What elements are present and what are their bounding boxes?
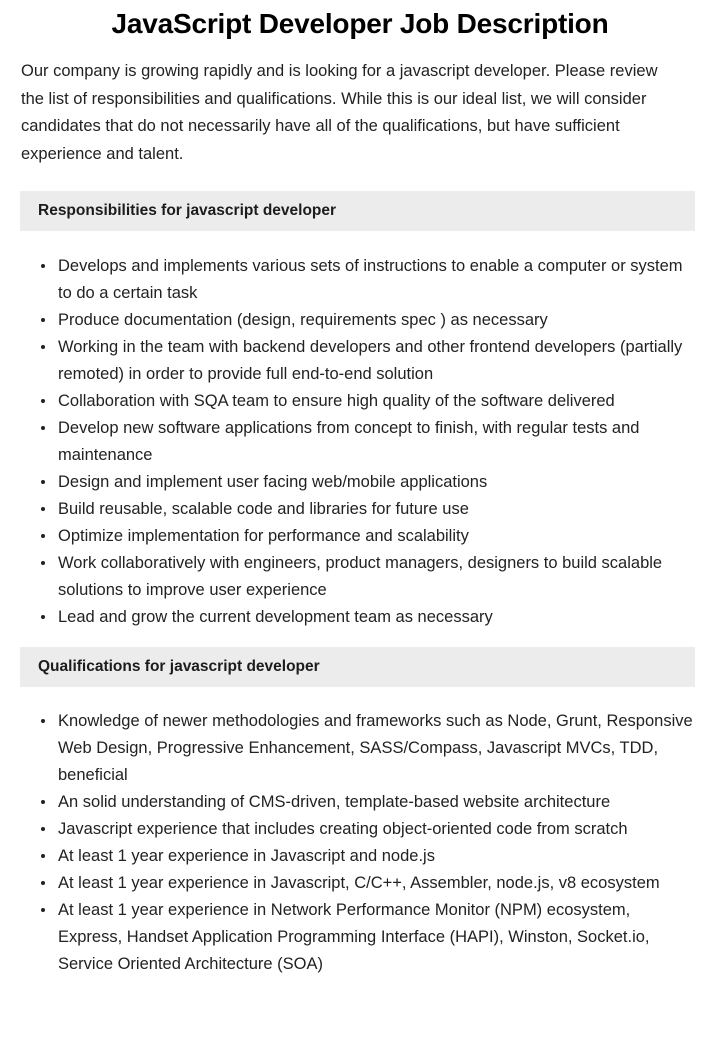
list-item: Working in the team with backend developers and other frontend developers (partially remoted) in order to provide full end-to-end solution — [0, 334, 720, 388]
list-item: At least 1 year experience in Javascript and node.js — [0, 843, 720, 870]
list-item: Build reusable, scalable code and libraries for future use — [0, 496, 720, 523]
qualifications-list — [0, 708, 720, 978]
list-item: Optimize implementation for performance and scalability — [0, 523, 720, 550]
list-item: Produce documentation (design, requirements spec ) as necessary — [0, 307, 720, 334]
list-item: At least 1 year experience in Javascript, C/C++, Assembler, node.js, v8 ecosystem — [0, 870, 720, 897]
section-qualifications — [0, 647, 720, 978]
list-item: Work collaboratively with engineers, product managers, designers to build scalable solutions to improve user experience — [0, 550, 720, 604]
list-item: Collaboration with SQA team to ensure high quality of the software delivered — [0, 388, 720, 415]
intro-paragraph: Our company is growing rapidly and is looking for a javascript developer. Please review the list of responsibilities and qualifications. While this is our ideal list, we will consider candidates that do not necessarily have all of the qualifications, but have sufficient experience and talent. — [21, 62, 658, 163]
spacer — [0, 687, 720, 708]
section-heading-responsibilities: Responsibilities for javascript developer — [20, 191, 695, 231]
list-item: Develop new software applications from concept to finish, with regular tests and maintenance — [0, 415, 720, 469]
list-item: Javascript experience that includes creating object-oriented code from scratch — [0, 816, 720, 843]
list-item: An solid understanding of CMS-driven, template-based website architecture — [0, 789, 720, 816]
spacer — [0, 168, 720, 191]
list-item: At least 1 year experience in Network Performance Monitor (NPM) ecosystem, Express, Handset Application Programming Interface (HAPI), Winston, Socket.io, Service Oriented Architecture (SOA) — [0, 897, 720, 978]
list-item: Knowledge of newer methodologies and frameworks such as Node, Grunt, Responsive Web Design, Progressive Enhancement, SASS/Compass, Javascript MVCs, TDD, beneficial — [0, 708, 720, 789]
page-title: JavaScript Developer Job Description — [111, 8, 609, 39]
section-heading-qualifications: Qualifications for javascript developer — [20, 647, 695, 687]
section-responsibilities — [0, 191, 720, 631]
spacer — [0, 231, 720, 253]
list-item: Develops and implements various sets of instructions to enable a computer or system to do a certain task — [0, 253, 720, 307]
spacer — [0, 631, 720, 647]
list-item: Lead and grow the current development team as necessary — [0, 604, 720, 631]
list-item: Design and implement user facing web/mobile applications — [0, 469, 720, 496]
responsibilities-list — [0, 253, 720, 631]
